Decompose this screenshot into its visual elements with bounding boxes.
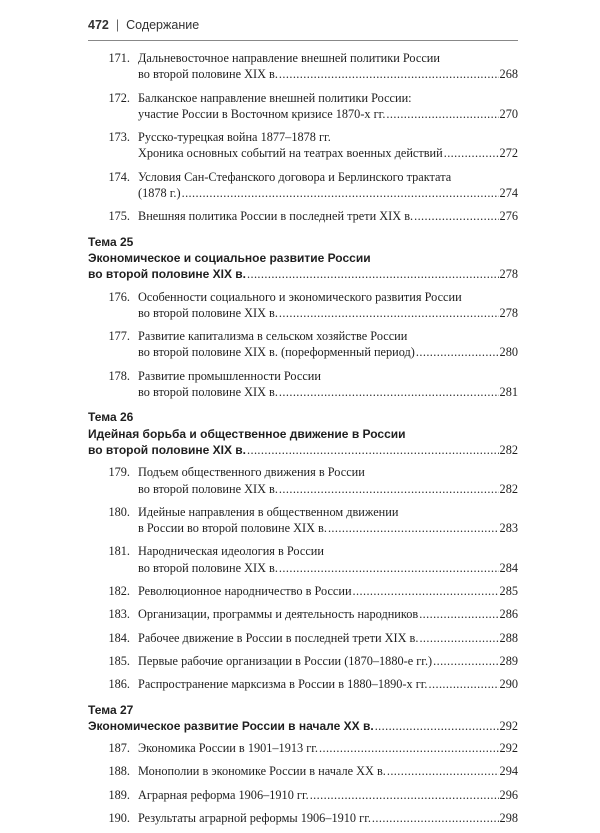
entry-title-line: во второй половине XIX в.	[138, 385, 278, 400]
entry-body	[138, 90, 518, 123]
entry-number: 190.	[108, 810, 130, 825]
entry-title-line: Идейные направления в общественном движении	[138, 504, 399, 519]
entry-title-line: Революционное народничество в России	[138, 584, 352, 599]
page-ref: 283	[499, 521, 518, 536]
topic-heading[interactable]	[88, 234, 518, 283]
leader-line	[138, 481, 518, 497]
entry-body	[138, 810, 518, 826]
topic-title-line: Идейная борьба и общественное движение в России	[88, 426, 406, 441]
leader-line	[138, 653, 518, 669]
toc-entry[interactable]	[88, 50, 518, 83]
toc-entry[interactable]	[88, 208, 518, 224]
entry-number: 174.	[108, 169, 130, 184]
page-header	[88, 18, 518, 41]
topic-heading[interactable]	[88, 702, 518, 735]
entry-title-line: Балканское направление внешней политики России:	[138, 90, 412, 105]
page-ref: 292	[499, 741, 518, 756]
page-ref: 286	[499, 607, 518, 622]
dot-leader	[279, 305, 499, 321]
page-ref: 294	[499, 764, 518, 779]
entry-body	[138, 289, 518, 322]
dot-leader	[353, 583, 499, 599]
leader-line	[138, 208, 518, 224]
leader-line	[138, 787, 518, 803]
entry-body	[138, 464, 518, 497]
leader-line	[138, 66, 518, 82]
entry-number: 171.	[108, 51, 130, 65]
entry-title-line: Условия Сан-Стефанского договора и Берлинского трактата	[138, 169, 452, 184]
topic-label: Тема 25	[88, 234, 134, 249]
leader-line	[138, 384, 518, 400]
dot-leader	[444, 145, 499, 161]
entry-title-line: Экономика России в 1901–1913 гг.	[138, 741, 318, 756]
page-ref: 288	[499, 630, 518, 645]
entry-body	[138, 630, 518, 646]
dot-leader	[328, 520, 499, 536]
entry-title-line: во второй половине XIX в.	[138, 67, 278, 82]
leader-line	[138, 583, 518, 599]
toc-entry[interactable]	[88, 810, 518, 826]
entry-number: 178.	[108, 368, 130, 383]
page-ref: 285	[499, 584, 518, 599]
entry-title-line: в России во второй половине XIX в.	[138, 521, 327, 536]
dot-leader	[386, 106, 498, 122]
dot-leader	[247, 266, 499, 282]
leader-line	[138, 630, 518, 646]
toc-entry[interactable]	[88, 583, 518, 599]
entry-title-line: Распространение марксизма в России в 1880–1890-х гг.	[138, 677, 428, 692]
entry-body	[138, 653, 518, 669]
entry-title-line: Русско-турецкая война 1877–1878 гг.	[138, 130, 331, 145]
leader-line	[138, 740, 518, 756]
topic-title-line: Экономическое развитие России в начале XX в.	[88, 718, 374, 733]
page-ref: 282	[499, 442, 518, 457]
entry-number: 187.	[108, 741, 130, 756]
topic-heading[interactable]	[88, 409, 518, 458]
entry-number: 179.	[108, 465, 130, 480]
topic-title-line: Экономическое и социальное развитие России	[88, 250, 371, 265]
entry-title-line: во второй половине XIX в.	[138, 481, 278, 496]
toc-entry[interactable]	[88, 763, 518, 779]
dot-leader	[247, 442, 499, 458]
leader-line	[138, 145, 518, 161]
entry-number: 173.	[108, 130, 130, 145]
entry-title-line: (1878 г.)	[138, 186, 181, 201]
page-ref: 274	[499, 186, 518, 201]
dot-leader	[433, 653, 498, 669]
topic-title-line: во второй половине XIX в.	[88, 442, 246, 457]
entry-title-line: Результаты аграрной реформы 1906–1910 гг.	[138, 810, 371, 825]
header-separator: |	[115, 18, 120, 32]
entry-number: 182.	[108, 584, 130, 599]
entry-title-line: во второй половине XIX в.	[138, 305, 278, 320]
toc-entry[interactable]	[88, 129, 518, 162]
toc-entry[interactable]	[88, 606, 518, 622]
entry-body	[138, 787, 518, 803]
dot-leader	[279, 384, 499, 400]
dot-leader	[414, 208, 498, 224]
toc-entry[interactable]	[88, 289, 518, 322]
entry-body	[138, 328, 518, 361]
dot-leader	[419, 606, 498, 622]
toc-entry[interactable]	[88, 653, 518, 669]
entry-number: 188.	[108, 764, 130, 779]
entry-body	[138, 606, 518, 622]
topic-label: Тема 26	[88, 410, 134, 425]
page-ref: 290	[499, 677, 518, 692]
entry-body	[138, 129, 518, 162]
entry-number: 184.	[108, 630, 130, 645]
entry-title-line: Организации, программы и деятельность народников	[138, 607, 419, 622]
dot-leader	[182, 185, 499, 201]
entry-body	[138, 368, 518, 401]
leader-line	[138, 763, 518, 779]
page-ref: 298	[499, 810, 518, 825]
page-ref: 278	[499, 305, 518, 320]
page-ref: 272	[499, 146, 518, 161]
toc-entry[interactable]	[88, 740, 518, 756]
dot-leader	[279, 66, 499, 82]
page-ref: 268	[499, 67, 518, 82]
entry-number: 186.	[108, 677, 130, 692]
leader-line	[138, 185, 518, 201]
entry-title-line: Аграрная реформа 1906–1910 гг.	[138, 787, 309, 802]
entry-title-line: Хроника основных событий на театрах военных действий	[138, 146, 443, 161]
entry-number: 172.	[108, 90, 130, 105]
toc-entry[interactable]	[88, 543, 518, 576]
toc-entry[interactable]	[88, 464, 518, 497]
leader-line	[138, 520, 518, 536]
page-ref: 270	[499, 106, 518, 121]
leader-line	[88, 718, 518, 734]
topic-title-line: во второй половине XIX в.	[88, 267, 246, 282]
dot-leader	[279, 481, 499, 497]
entry-title-line: Монополии в экономике России в начале XX в.	[138, 764, 386, 779]
entry-title-line: участие России в Восточном кризисе 1870-х гг.	[138, 106, 386, 121]
page-ref: 292	[499, 718, 518, 733]
dot-leader	[419, 630, 498, 646]
toc-entry[interactable]	[88, 787, 518, 803]
entry-number: 176.	[108, 289, 130, 304]
entry-body	[138, 169, 518, 202]
entry-number: 183.	[108, 607, 130, 622]
entry-number: 180.	[108, 504, 130, 519]
toc-entry[interactable]	[88, 169, 518, 202]
entry-title-line: Внешняя политика России в последней трети XIX в.	[138, 209, 414, 224]
dot-leader	[310, 787, 499, 803]
toc-entry[interactable]	[88, 90, 518, 123]
dot-leader	[375, 718, 499, 734]
entry-title-line: Подъем общественного движения в России	[138, 465, 365, 480]
page-ref: 278	[499, 267, 518, 282]
entry-body	[138, 208, 518, 224]
dot-leader	[429, 676, 499, 692]
page-ref: 284	[499, 560, 518, 575]
toc-entry[interactable]	[88, 328, 518, 361]
toc-entry[interactable]	[88, 504, 518, 537]
entry-title-line: Особенности социального и экономического развития России	[138, 289, 462, 304]
entry-body	[138, 543, 518, 576]
entry-title-line: во второй половине XIX в. (пореформенный период)	[138, 345, 415, 360]
toc-entry[interactable]	[88, 630, 518, 646]
page-ref: 280	[499, 345, 518, 360]
entry-title-line: Народническая идеология в России	[138, 544, 324, 559]
entry-body	[138, 50, 518, 83]
leader-line	[138, 305, 518, 321]
entry-title-line: Дальневосточное направление внешней политики России	[138, 51, 440, 65]
dot-leader	[372, 810, 499, 826]
page-ref: 282	[499, 481, 518, 496]
section-title: Содержание	[126, 18, 200, 32]
page-ref: 276	[499, 209, 518, 224]
table-of-contents	[88, 50, 518, 833]
entry-title-line: Развитие промышленности России	[138, 368, 321, 383]
entry-body	[138, 676, 518, 692]
entry-title-line: Рабочее движение в России в последней трети XIX в.	[138, 630, 419, 645]
leader-line	[138, 676, 518, 692]
dot-leader	[279, 560, 499, 576]
entry-body	[138, 763, 518, 779]
entry-number: 185.	[108, 653, 130, 668]
entry-title-line: во второй половине XIX в.	[138, 560, 278, 575]
leader-line	[138, 344, 518, 360]
dot-leader	[319, 740, 499, 756]
leader-line	[88, 266, 518, 282]
leader-line	[138, 560, 518, 576]
entry-number: 181.	[108, 544, 130, 559]
page-ref: 281	[499, 385, 518, 400]
toc-entry[interactable]	[88, 368, 518, 401]
page-number: 472	[88, 18, 109, 32]
page-ref: 296	[499, 787, 518, 802]
dot-leader	[416, 344, 499, 360]
topic-label: Тема 27	[88, 702, 134, 717]
entry-number: 175.	[108, 209, 130, 224]
entry-number: 189.	[108, 787, 130, 802]
entry-body	[138, 740, 518, 756]
leader-line	[138, 106, 518, 122]
leader-line	[88, 442, 518, 458]
entry-title-line: Первые рабочие организации в России (1870–1880-е гг.)	[138, 653, 433, 668]
dot-leader	[387, 763, 499, 779]
page-ref: 289	[499, 653, 518, 668]
leader-line	[138, 810, 518, 826]
entry-title-line: Развитие капитализма в сельском хозяйстве России	[138, 329, 408, 344]
entry-number: 177.	[108, 329, 130, 344]
toc-entry[interactable]	[88, 676, 518, 692]
entry-body	[138, 583, 518, 599]
entry-body	[138, 504, 518, 537]
leader-line	[138, 606, 518, 622]
